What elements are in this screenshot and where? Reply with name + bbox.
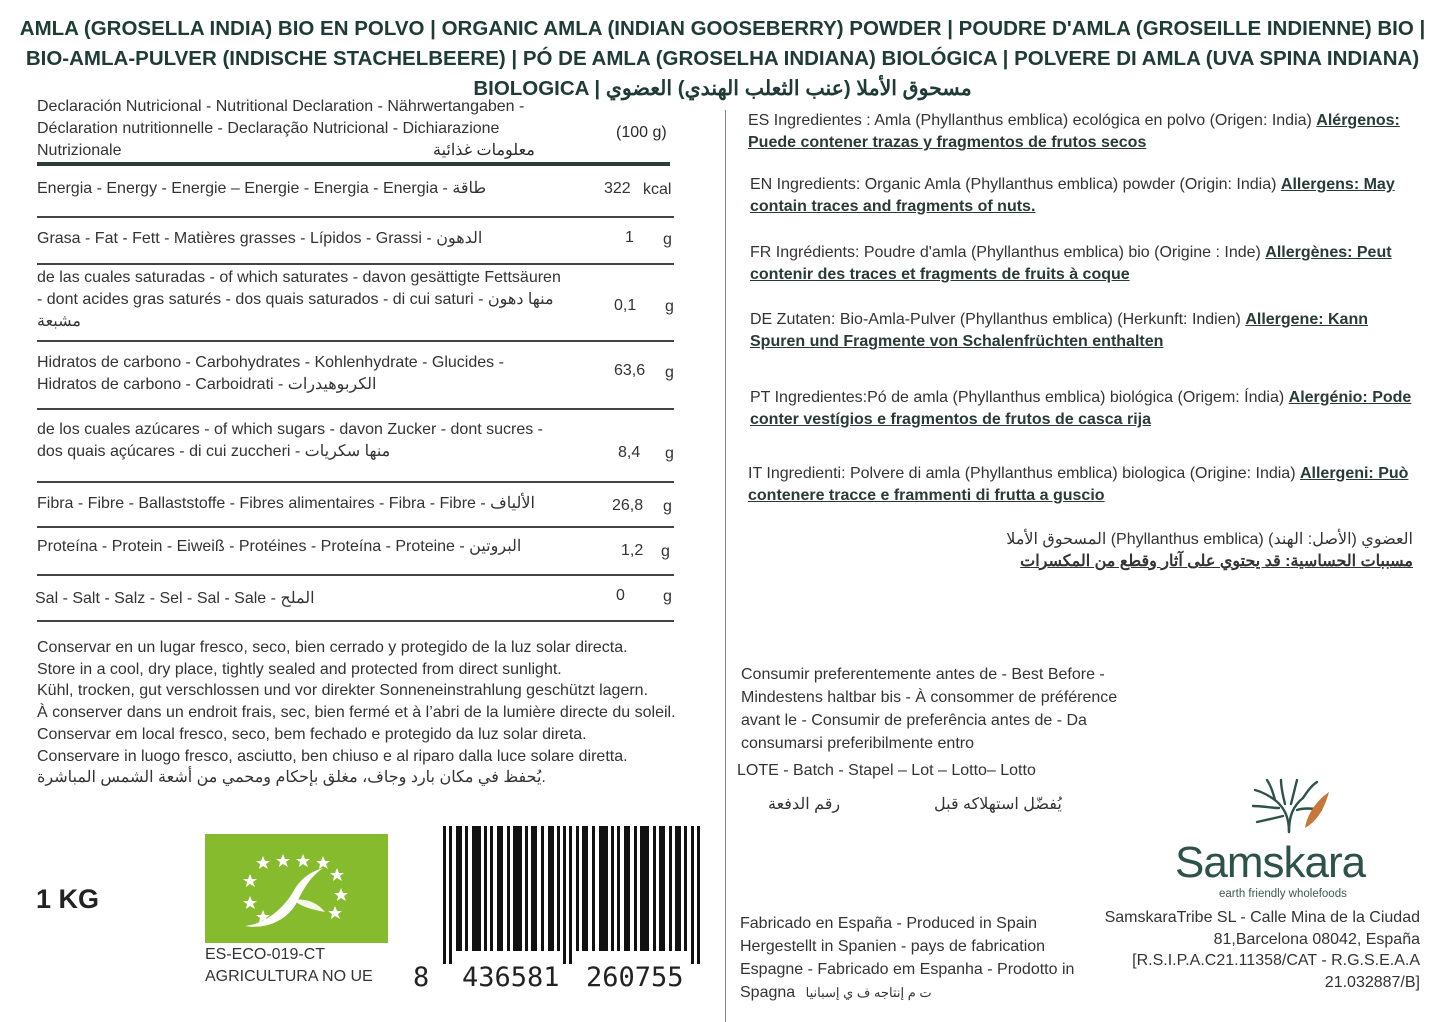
row-divider bbox=[37, 340, 674, 342]
nutrition-row-protein-value: 1,2 bbox=[621, 542, 644, 559]
row-divider bbox=[37, 263, 674, 265]
ingredients-de bbox=[750, 309, 1415, 353]
row-divider bbox=[37, 216, 674, 218]
ingredients-ar bbox=[900, 529, 1413, 573]
title-line-2: BIO-AMLA-PULVER (INDISCHE STACHELBEERE) | PÓ DE AMLA (GROSELHA INDIANA) BIOLÓGICA | POLVERE DI AMLA (UVA SPINA INDIANA) bbox=[25, 47, 1420, 70]
nutrition-heading-arabic: معلومات غذائية bbox=[433, 142, 535, 159]
made-in-arabic: ت م إنتاجه ف ي إسبانيا bbox=[805, 985, 932, 1000]
nutrition-row-fat-label: Grasa - Fat - Fett - Matières grasses - Lípidos - Grassi - الدهون bbox=[37, 230, 483, 247]
storage-ar: يُحفظ في مكان بارد وجاف، مغلق بإحكام ومحمي من أشعة الشمس المباشرة. bbox=[37, 769, 546, 787]
nutrition-row-sugars-label: de los cuales azúcares - of which sugars - davon Zucker - dont sucres - dos quais açúcares - di cui zuccheri - منها سكريات bbox=[37, 421, 543, 460]
ingredients-ar-text: المسحوق الأملا (Phyllanthus emblica) العضوي (الأصل: الهند) bbox=[1006, 531, 1413, 548]
brand-tagline: earth friendly wholefoods bbox=[1219, 888, 1347, 900]
ingredients-fr bbox=[750, 242, 1410, 286]
country-of-manufacture bbox=[740, 912, 1080, 1004]
nutrition-row-fat-value: 1 bbox=[625, 229, 634, 246]
nutrition-row-energy-label: Energia - Energy - Energie – Energie - Energia - Energia - طاقة bbox=[37, 180, 487, 197]
lot-label-arabic: رقم الدفعة bbox=[768, 796, 841, 813]
nutrition-row-salt-unit: g bbox=[663, 588, 672, 605]
product-title bbox=[0, 14, 1445, 104]
nutrition-row-energy-unit: kcal bbox=[643, 181, 672, 198]
nutrition-row-saturates-unit: g bbox=[665, 298, 674, 315]
nutrition-header-rule bbox=[37, 162, 670, 166]
column-divider bbox=[725, 110, 726, 1022]
storage-es: Conservar en un lugar fresco, seco, bien cerrado y protegido de la luz solar directa. bbox=[37, 639, 628, 656]
nutrition-row-fat-unit: g bbox=[663, 231, 672, 248]
nutrition-row-carbohydrates-label: Hidratos de carbono - Carbohydrates - Kohlenhydrate - Glucides - Hidratos de carbono - Carboidrati - الكربوهيدرات bbox=[37, 354, 504, 393]
nutrition-row-energy-value: 322 bbox=[604, 180, 631, 197]
allergens-it: Allergeni: Può contenere tracce e frammenti di frutta a guscio bbox=[748, 465, 1409, 504]
eu-organic-leaf-logo bbox=[205, 834, 388, 943]
nutrition-row-salt-label: Sal - Salt - Salz - Sel - Sal - Sale - الملح bbox=[35, 590, 315, 607]
title-line-1: AMLA (GROSELLA INDIA) BIO EN POLVO | ORGANIC AMLA (INDIAN GOOSEBERRY) POWDER | POUDRE D'AMLA (GROSEILLE INDIENNE) BIO | bbox=[19, 17, 1426, 40]
nutrition-row-carbohydrates-value: 63,6 bbox=[614, 362, 646, 379]
ingredients-it-text: IT Ingredienti: Polvere di amla (Phyllanthus emblica) biologica (Origine: India) bbox=[748, 465, 1300, 482]
samskara-tree-logo-icon bbox=[1245, 778, 1333, 834]
ingredients-pt bbox=[750, 387, 1415, 431]
nutrition-row-protein-label: Proteína - Protein - Eiweiß - Protéines - Proteína - Proteine - البروتين bbox=[37, 538, 522, 555]
allergens-en: Allergens: May contain traces and fragments of nuts. bbox=[750, 176, 1395, 215]
nutrition-row-fibre-label: Fibra - Fibre - Ballaststoffe - Fibres alimentaires - Fibra - Fibre - الألياف bbox=[37, 495, 535, 512]
nutrition-per-100g: (100 g) bbox=[616, 124, 667, 141]
allergens-fr: Allergènes: Peut contenir des traces et fragments de fruits à coque bbox=[750, 244, 1392, 283]
made-in-text: Fabricado en España - Produced in Spain Hergestellt in Spanien - pays de fabrication Espagne - Fabricado em Espanha - Prodotto in Spagna bbox=[740, 915, 1075, 1001]
ingredients-it bbox=[748, 463, 1428, 507]
brand-name: Samskara bbox=[1175, 838, 1366, 887]
nutrition-row-carbohydrates-unit: g bbox=[665, 364, 674, 381]
nutrition-row-fibre-unit: g bbox=[663, 498, 672, 515]
storage-pt: Conservar em local fresco, seco, bem fechado e protegido da luz solar direta. bbox=[37, 725, 587, 743]
nutrition-row-protein-unit: g bbox=[661, 543, 670, 560]
nutrition-row-sugars-unit: g bbox=[665, 445, 674, 462]
nutrition-row-salt-value: 0 bbox=[616, 587, 625, 604]
row-divider bbox=[37, 574, 674, 576]
company-address: SamskaraTribe SL - Calle Mina de la Ciudad 81,Barcelona 08042, España [R.S.I.P.A.C21.11358/CAT - R.G.S.E.A.A 21.032887/B] bbox=[1104, 909, 1420, 991]
best-before-label-arabic: يُفضّل استهلاكه قبل bbox=[934, 796, 1062, 813]
storage-it: Conservare in luogo fresco, asciutto, ben chiuso e al riparo dalla luce solare diretta. bbox=[37, 747, 628, 765]
ingredients-es-text: ES Ingredientes : Amla (Phyllanthus emblica) ecológica en polvo (Origen: India) bbox=[748, 112, 1317, 129]
storage-en: Store in a cool, dry place, tightly sealed and protected from direct sunlight. bbox=[37, 660, 562, 678]
nutrition-row-sugars-value: 8,4 bbox=[618, 444, 641, 461]
allergens-es: Alérgenos: Puede contener trazas y fragmentos de frutos secos bbox=[748, 112, 1400, 151]
eco-origin: AGRICULTURA NO UE bbox=[205, 968, 373, 985]
nutrition-row-saturates-label: de las cuales saturadas - of which saturates - davon gesättigte Fettsäuren - dont acides gras saturés - dos quais saturados - di cui saturi - منها دهون مشبعة bbox=[37, 269, 561, 330]
best-before-label: Consumir preferentemente antes de - Best Before - Mindestens haltbar bis - À consommer de préférence avant le - Consumir de preferência antes de - Da consumarsi preferibilmente entro bbox=[741, 666, 1118, 752]
ingredients-fr-text: FR Ingrédients: Poudre d'amla (Phyllanthus emblica) bio (Origine : Inde) bbox=[750, 244, 1266, 261]
row-divider bbox=[37, 408, 674, 410]
ingredients-en-text: EN Ingredients: Organic Amla (Phyllanthus emblica) powder (Origin: India) bbox=[750, 176, 1281, 193]
eco-code: ES-ECO-019-CT bbox=[205, 946, 326, 963]
allergens-de: Allergene: Kann Spuren und Fragmente von Schalenfrüchten enthalten bbox=[750, 311, 1368, 350]
barcode-image bbox=[443, 826, 700, 964]
nutrition-bottom-rule bbox=[37, 620, 674, 622]
barcode-digits-right: 260755 bbox=[586, 962, 684, 993]
ingredients-pt-text: PT Ingredientes:Pó de amla (Phyllanthus emblica) biológica (Origem: Índia) bbox=[750, 389, 1289, 406]
storage-de: Kühl, trocken, gut verschlossen und vor direkter Sonneneinstrahlung geschützt lagern. bbox=[37, 682, 649, 700]
ingredients-de-text: DE Zutaten: Bio-Amla-Pulver (Phyllanthus emblica) (Herkunft: Indien) bbox=[750, 311, 1246, 328]
row-divider bbox=[37, 481, 674, 483]
lot-label: LOTE - Batch - Stapel – Lot – Lotto– Lotto bbox=[737, 762, 1036, 779]
allergens-ar: مسببات الحساسية: قد يحتوي على آثار وقطع من المكسرات bbox=[1020, 553, 1413, 570]
storage-fr: À conserver dans un endroit frais, sec, bien fermé et à l’abri de la lumière directe du soleil. bbox=[37, 704, 676, 722]
nutrition-row-saturates-value: 0,1 bbox=[614, 297, 637, 314]
net-weight: 1 KG bbox=[36, 884, 100, 914]
storage-instructions bbox=[37, 637, 717, 789]
barcode-digit-first: 8 bbox=[413, 962, 430, 993]
nutrition-heading: Declaración Nutricional - Nutritional Declaration - Nährwertangaben - Déclaration nutritionnelle - Declaração Nutricional - Dichiarazione Nutrizionale bbox=[37, 98, 525, 159]
title-line-3: BIOLOGICA | مسحوق الأملا (عنب الثعلب الهندي) العضوي bbox=[473, 77, 972, 100]
ingredients-es bbox=[748, 110, 1438, 154]
allergens-pt: Alergénio: Pode conter vestígios e fragmentos de frutos de casca rija bbox=[750, 389, 1412, 428]
barcode-digits-left: 436581 bbox=[462, 962, 560, 993]
row-divider bbox=[37, 526, 674, 528]
nutrition-row-fibre-value: 26,8 bbox=[612, 497, 644, 514]
ingredients-en bbox=[750, 174, 1410, 218]
eco-certification bbox=[205, 944, 373, 988]
